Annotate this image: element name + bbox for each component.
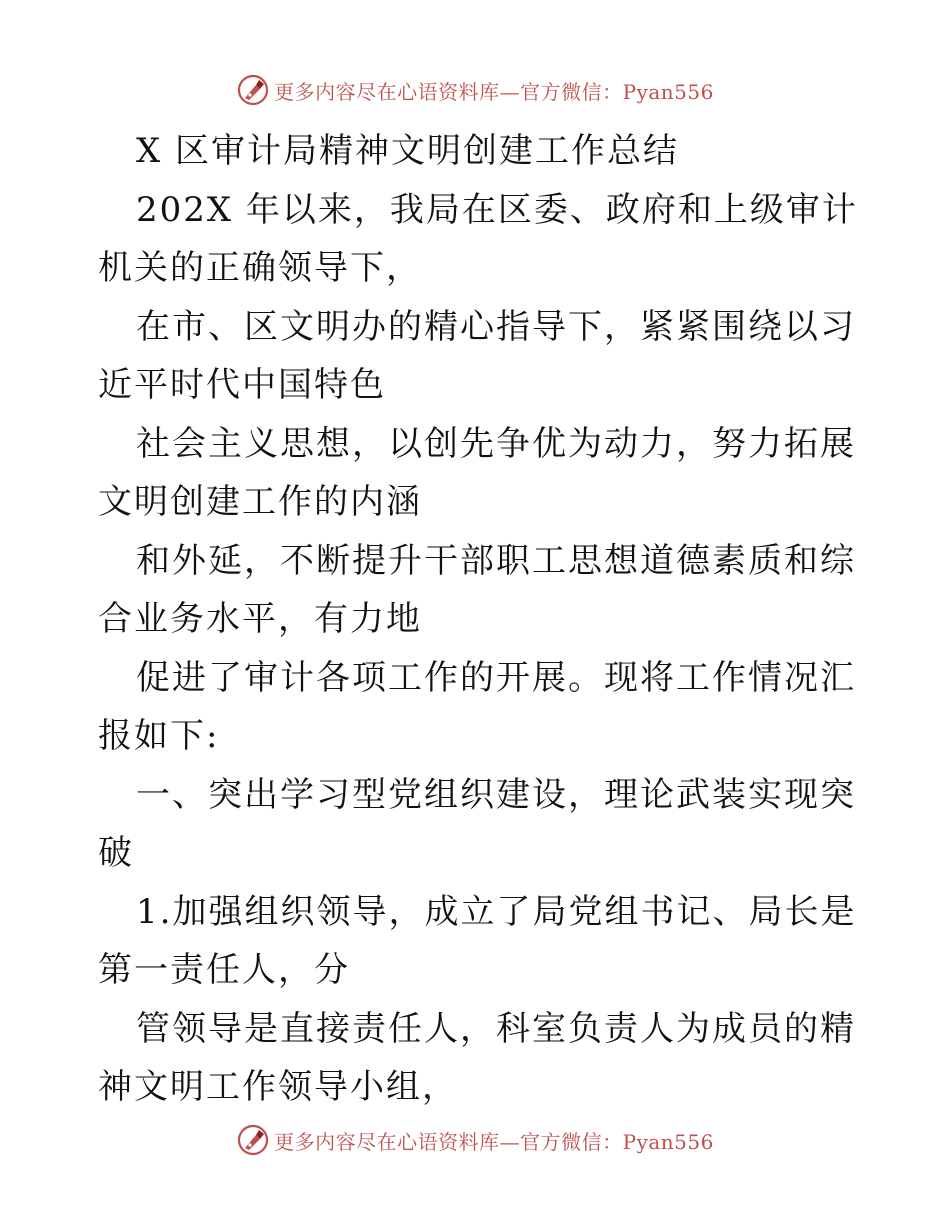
watermark-text: 更多内容尽在心语资料库—官方微信：Pyan556 [274,79,714,104]
paragraph-line: 1.加强组织领导，成立了局党组书记、局长是第一责任人，分 [98,891,857,990]
watermark-text: 更多内容尽在心语资料库—官方微信：Pyan556 [274,1129,714,1154]
document-body [98,122,858,1117]
paragraph-line: 在市、区文明办的精心指导下，紧紧围绕以习近平时代中国特色 [98,306,856,405]
document-title: X 区审计局精神文明创建工作总结 [136,131,680,171]
pen-nib-logo-icon [236,73,270,107]
section-heading: 一、突出学习型党组织建设，理论武装实现突破 [98,774,856,873]
paragraph-line: 促进了审计各项工作的开展。现将工作情况汇报如下: [98,657,856,756]
paragraph-line: 社会主义思想，以创先争优为动力，努力拓展文明创建工作的内涵 [98,423,856,522]
header-watermark-banner [0,70,950,110]
paragraph-line: 管领导是直接责任人，科室负责人为成员的精神文明工作领导小组， [98,1008,856,1107]
paragraph-line: 和外延，不断提升干部职工思想道德素质和综合业务水平，有力地 [98,540,856,639]
paragraph-line: 202X 年以来，我局在区委、政府和上级审计机关的正确领导下， [98,189,858,288]
pen-nib-logo-icon [236,1123,270,1157]
footer-watermark-banner [0,1120,950,1160]
